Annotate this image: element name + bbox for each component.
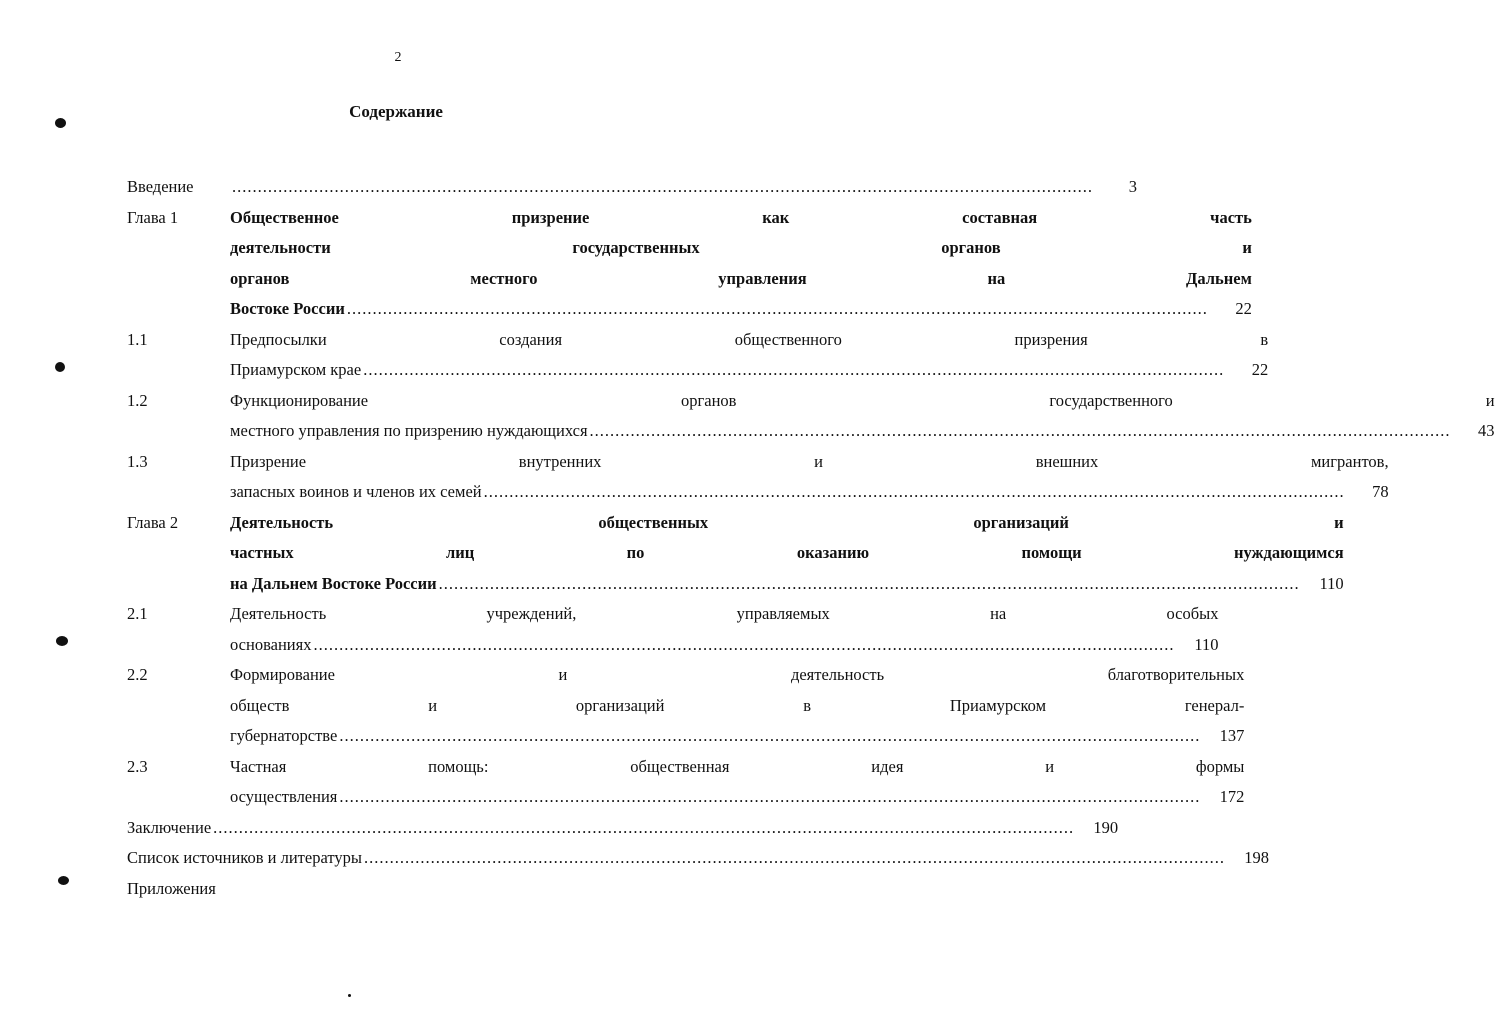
toc-entry-line: деятельности государственных органов и: [230, 238, 1252, 257]
scan-speck: [56, 636, 68, 646]
dot-leader: [439, 569, 1300, 600]
toc-entry-number: 2.1: [127, 604, 148, 623]
toc-entry-number: 1.2: [127, 390, 148, 410]
toc-entry-line: Призрение внутренних и внешних мигрантов,: [230, 451, 1389, 471]
dot-leader: [232, 172, 1093, 203]
dot-leader: [484, 477, 1345, 508]
toc-sources-label: Список источников и литературы: [127, 848, 362, 867]
toc-entry-last-line: [230, 477, 1389, 508]
toc-sources: [127, 843, 1269, 874]
toc-entry-title: запасных воинов и членов их семей: [230, 482, 482, 501]
toc-entry-title: основаниях: [230, 634, 312, 654]
toc-entry: [127, 752, 1245, 813]
toc-entry: [127, 203, 1252, 325]
toc-entry-body: [230, 386, 1495, 447]
toc-entry-last-line: [230, 721, 1244, 752]
toc-entry-line: Функционирование органов государственного и: [230, 390, 1495, 410]
toc-entry-line: Общественное призрение как составная часть: [230, 207, 1252, 227]
toc-entry-number: 1.1: [127, 329, 148, 349]
toc-page-number: 190: [1093, 817, 1119, 837]
toc-entry-last-line: [230, 630, 1218, 661]
toc-entry: [127, 172, 1137, 203]
toc-entry-line: обществ и организаций в Приамурском генерал-: [230, 695, 1245, 715]
toc-entry-last-line: [230, 416, 1495, 447]
table-of-contents: [127, 172, 1495, 904]
dot-leader: [339, 721, 1200, 752]
dot-leader: [213, 813, 1074, 844]
toc-entry-body: [230, 203, 1252, 325]
toc-entry-line: Деятельность общественных организаций и: [230, 512, 1344, 532]
toc-entry-number: Глава 1: [127, 207, 179, 227]
toc-entry: [127, 325, 1269, 386]
toc-page-number: 22: [1251, 360, 1269, 379]
toc-entry-body: [230, 752, 1244, 813]
toc-entry-body: [230, 599, 1218, 660]
toc-entry-body: [230, 447, 1389, 508]
toc-page-number: 172: [1219, 787, 1245, 806]
dot-leader: [364, 843, 1225, 874]
dot-leader: [313, 630, 1174, 661]
toc-entry-number: 2.3: [127, 756, 148, 776]
toc-entry-line: Частная помощь: общественная идея и формы: [230, 756, 1245, 776]
dot-leader: [339, 782, 1200, 813]
toc-entry-number: 1.3: [127, 451, 148, 471]
toc-entry-body: [230, 508, 1344, 600]
toc-entry-title: на Дальнем Востоке России: [230, 573, 437, 593]
toc-entry-title: Востоке России: [230, 299, 345, 318]
toc-entry: [127, 508, 1344, 600]
toc-entry-last-line: [230, 294, 1252, 325]
toc-entry-title: осуществления: [230, 787, 338, 806]
page-number: 2: [394, 50, 402, 65]
toc-page-number: 22: [1235, 299, 1252, 318]
dot-leader: [363, 355, 1224, 386]
toc-entry-number: Глава 2: [127, 512, 179, 532]
toc-entry-line: органов местного управления на Дальнем: [230, 268, 1252, 288]
toc-page-number: 43: [1478, 421, 1495, 440]
toc-page-number: 110: [1194, 634, 1219, 654]
toc-conclusion-label: Заключение: [127, 817, 212, 837]
toc-entry-line: Предпосылки создания общественного призрения в: [230, 329, 1269, 349]
toc-entry-body: [230, 172, 1137, 203]
toc-entry: [127, 447, 1389, 508]
toc-entry-body: [230, 325, 1268, 386]
toc-entry-line: Формирование и деятельность благотворительных: [230, 665, 1245, 684]
toc-page-number: 137: [1219, 726, 1245, 745]
page-title: Содержание: [349, 102, 443, 121]
toc-entry-last-line: [230, 355, 1268, 386]
toc-entry-title: местного управления по призрению нуждающихся: [230, 421, 588, 440]
toc-entry-number: 2.2: [127, 665, 148, 684]
toc-entry: [127, 599, 1219, 660]
toc-entry: [127, 660, 1245, 752]
scan-speck: [58, 876, 69, 885]
toc-entry-line: частных лиц по оказанию помощи нуждающимся: [230, 543, 1344, 562]
toc-entry: [127, 386, 1495, 447]
toc-entry-number: Введение: [127, 177, 194, 196]
toc-entry-title: Приамурском крае: [230, 360, 362, 379]
dot-leader: [347, 294, 1208, 325]
toc-page-number: 198: [1244, 848, 1269, 867]
dot-leader: [590, 416, 1451, 447]
toc-page-number: 78: [1372, 482, 1389, 501]
scan-speck: [348, 994, 351, 997]
toc-entry-last-line: [230, 172, 1137, 203]
toc-entry-last-line: [230, 782, 1244, 813]
toc-entry-title: губернаторстве: [230, 726, 338, 745]
toc-entry-body: [230, 660, 1244, 752]
toc-conclusion: [127, 813, 1119, 844]
toc-entry-line: Деятельность учреждений, управляемых на особых: [230, 604, 1219, 623]
scan-speck: [55, 118, 66, 128]
toc-page-number: 110: [1319, 573, 1344, 593]
toc-page-number: 3: [1128, 177, 1137, 196]
scan-speck: [55, 362, 65, 372]
toc-entry-last-line: [230, 569, 1344, 600]
toc-appendix: Приложения: [127, 878, 216, 898]
